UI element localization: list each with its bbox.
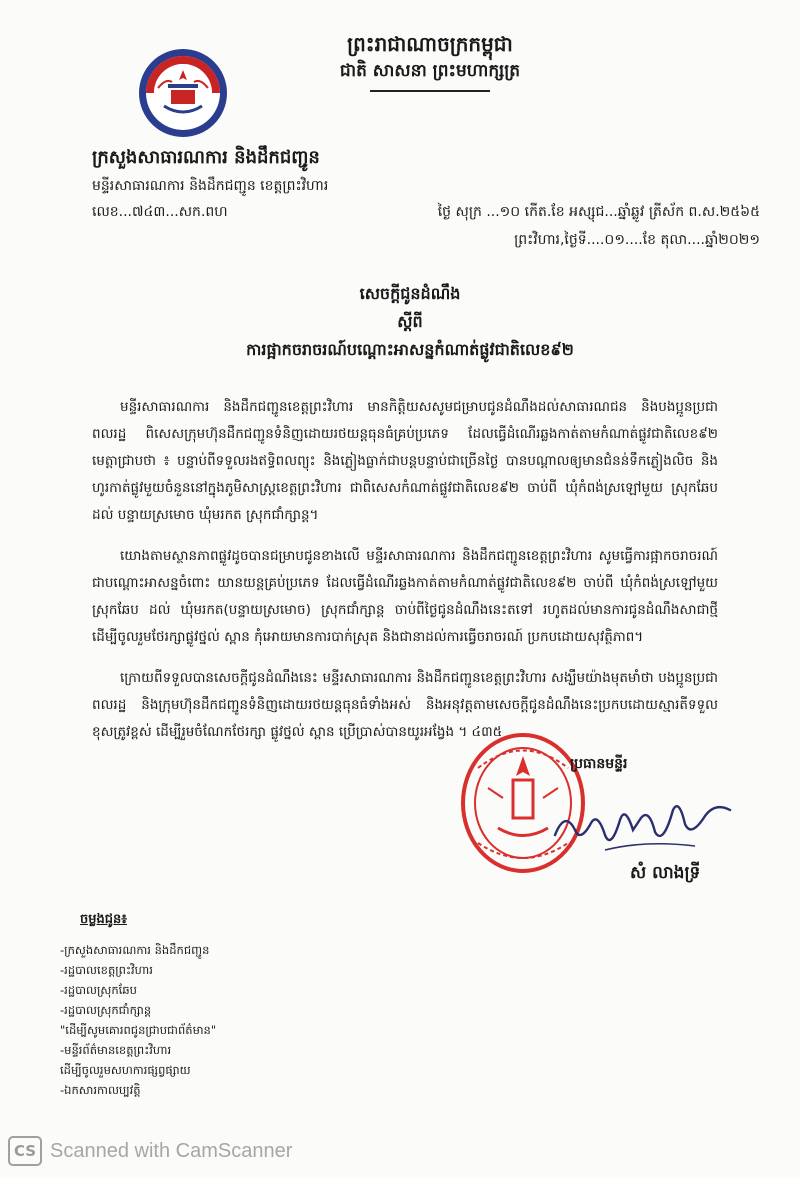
list-item: "ដើម្បីសូមគោរពជូនជ្រាបជាព័ត៌មាន"	[60, 1023, 217, 1037]
recipients-heading: ចម្លងជូន៖	[80, 912, 127, 927]
signatory-name: សំ លាងទ្រី	[630, 863, 701, 883]
title-line-2: ស្តីពី	[397, 312, 423, 331]
body-paragraph: ក្រោយពីទទួលបានសេចក្តីជូនដំណឹងនេះ មន្ទីរសាធារណការ និងដឹកជញ្ជូនខេត្តព្រះវិហារ សង្ឃឹមយ៉ាងមុតមាំថា បងប្អូនប្រជាពលរដ្ឋ និងក្រុមហ៊ុនដឹកជញ្ជូនទំនិញដោយរថយន្តធុនធំទាំងអស់ និងអនុវត្តតាមសេចក្តីជូនដំណឹងនេះប្រកបដោយស្មារតីទទួលខុសត្រូវខ្ពស់ ដើម្បីរួមចំណែកថែរក្សា ផ្លូវថ្នល់ ស្ពាន ប្រើប្រាស់បានយូរអង្វែង ។ ៤៣៥	[92, 670, 718, 740]
kingdom-title: ព្រះរាជាណាចក្រកម្ពុជា	[347, 32, 513, 56]
scanner-watermark	[8, 1136, 292, 1166]
list-item: -រដ្ឋបាលស្រុកជាំក្សាន្ត	[60, 1003, 152, 1017]
watermark-text: Scanned with CamScanner	[50, 1139, 293, 1162]
reference-number: លេខ...៧៤៣...សក.ពហ	[92, 204, 228, 220]
list-item: ដើម្បីចូលរួមសហការផ្សព្វផ្សាយ	[60, 1063, 191, 1077]
list-item: -រដ្ឋបាលខេត្តព្រះវិហារ	[60, 963, 153, 977]
notice-title	[100, 280, 720, 364]
recipients-list	[60, 940, 216, 1100]
title-line-3: ការផ្អាកចរាចរណ៍បណ្តោះអាសន្នកំណាត់ផ្លូវជាតិលេខ៩២	[246, 340, 574, 359]
body-paragraph: យោងតាមស្ថានភាពផ្លូវដូចបានជម្រាបជូនខាងលើ មន្ទីរសាធារណការ និងដឹកជញ្ជូនខេត្តព្រះវិហារ សូមធ្វើការផ្អាកចរាចរណ៍ជាបណ្តោះអាសន្នចំពោះ យានយន្តគ្រប់ប្រភេទ ដែលធ្វើដំណើរឆ្លងកាត់តាមកំណាត់ផ្លូវជាតិលេខ៩២ ចាប់ពី ឃុំកំពង់ស្រឡៅមួយ ស្រុកឆែប ដល់ ឃុំមរកត(បន្ទាយស្រមោច) ស្រុកជាំក្សាន្ត ចាប់ពីថ្ងៃជូនដំណឹងនេះតទៅ រហូតដល់មានការជូនដំណឹងសាជាថ្មី ដើម្បីចូលរួមថែរក្សាផ្លូវថ្នល់ ស្ពាន កុំអោយមានការបាក់ស្រុត និងជានាដល់ការធ្វើចរាចរណ៍ ប្រកបដោយសុវត្ថិភាព។	[92, 548, 718, 645]
kingdom-header	[260, 30, 600, 92]
lunar-date: ថ្ងៃ សុក្រ ...១០ កើត.ខែ អស្សុជ...ឆ្នាំឆ្លូវ ត្រីស័ក ព.ស.២៥៦៥	[437, 204, 760, 220]
handwritten-signature	[545, 780, 735, 860]
solar-date: ព្រះវិហារ,ថ្ងៃទី....០១....ខែ តុលា....ឆ្នាំ២០២១	[514, 232, 760, 248]
list-item: -មន្ទីរព័ត៌មានខេត្តព្រះវិហារ	[60, 1043, 172, 1057]
ministry-logo	[138, 48, 228, 138]
list-item: -ឯកសារកាលប្បវត្តិ	[60, 1083, 141, 1097]
notice-body	[92, 394, 718, 760]
list-item: -រដ្ឋបាលស្រុកឆែប	[60, 983, 137, 997]
copy-recipients	[60, 910, 216, 1100]
signatory-title: ប្រធានមន្ទីរ	[570, 756, 628, 772]
header-divider	[370, 90, 490, 92]
body-paragraph: មន្ទីរសាធារណការ និងដឹកជញ្ជូនខេត្តព្រះវិហារ មានកិត្តិយសសូមជម្រាបជូនដំណឹងដល់សាធារណជន និងបងប្អូនប្រជាពលរដ្ឋ ពិសេសក្រុមហ៊ុនដឹកជញ្ជូនទំនិញដោយរថយន្តធុនធំគ្រប់ប្រភេទ ដែលធ្វើដំណើរឆ្លងកាត់តាមកំណាត់ផ្លូវជាតិលេខ៩២ មេត្តាជ្រាបថា ៖ បន្ទាប់ពីទទួលរងឥទ្ធិពលព្យុះ និងភ្លៀងធ្លាក់ជាបន្តបន្ទាប់ជាច្រើនថ្ងៃ បានបណ្តាលឲ្យមានជំនន់ទឹកភ្លៀងលិច និងហូរកាត់ផ្លូវមួយចំនួននៅក្នុងភូមិសាស្ត្រខេត្តព្រះវិហារ ជាពិសេសកំណាត់ផ្លូវជាតិលេខ៩២ ចាប់ពី ឃុំកំពង់ស្រឡៅមួយ ស្រុកឆែប ដល់ បន្ទាយស្រមោច ឃុំមរកត ស្រុកជាំក្សាន្ត។	[92, 399, 718, 523]
kingdom-motto: ជាតិ សាសនា ព្រះមហាក្សត្រ	[339, 61, 521, 81]
ministry-name: ក្រសួងសាធារណការ និងដឹកជញ្ជូន	[92, 147, 320, 168]
title-line-1: សេចក្តីជូនដំណឹង	[359, 284, 461, 303]
department-name: មន្ទីរសាធារណការ និងដឹកជញ្ជូន ខេត្តព្រះវិហារ	[92, 178, 329, 194]
list-item: -ក្រសួងសាធារណការ និងដឹកជញ្ជូន	[60, 943, 210, 957]
camscanner-icon: CS	[8, 1136, 42, 1166]
